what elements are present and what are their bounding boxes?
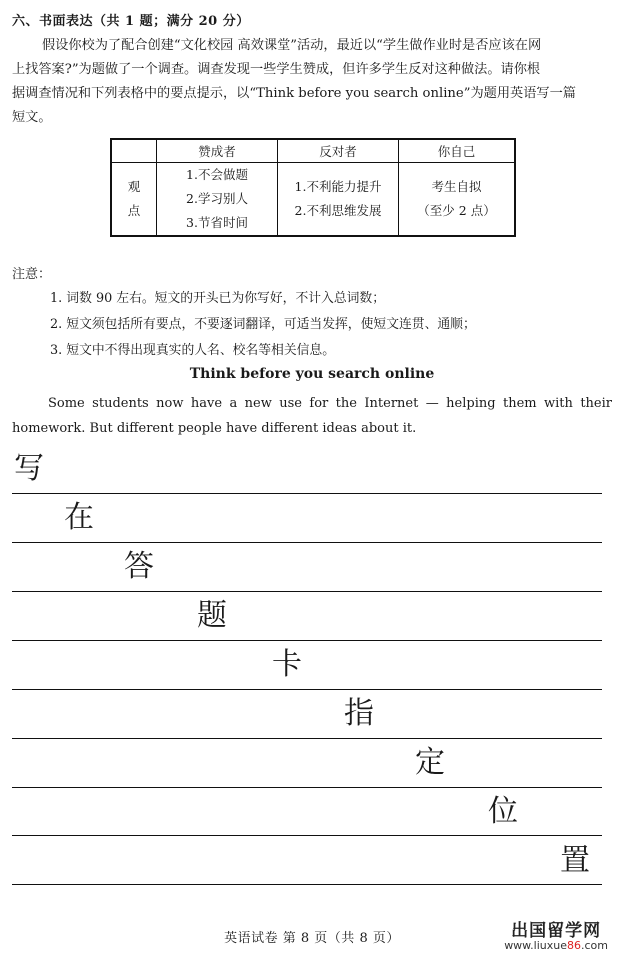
table-header-supporters: 赞成者 bbox=[157, 139, 278, 163]
essay-opening-line-1: Some students now have a new use for the Internet — helping them with their bbox=[48, 396, 612, 411]
row-label-char-1: 观 bbox=[127, 179, 141, 194]
essay-opening bbox=[12, 391, 612, 441]
note-item: 2. 短文须包括所有要点，不要逐词翻译，可适当发挥，使短文连贯、通顺； bbox=[50, 317, 476, 332]
key-points-table bbox=[110, 138, 516, 237]
answer-area-char: 置 bbox=[560, 843, 590, 878]
supporter-point: 3.节省时间 bbox=[186, 215, 248, 230]
essay-title: Think before you search online bbox=[189, 366, 435, 382]
watermark-url bbox=[504, 939, 608, 952]
answer-line bbox=[12, 640, 602, 641]
answer-area-char: 卡 bbox=[272, 647, 302, 682]
answer-line bbox=[12, 835, 602, 836]
answer-line bbox=[12, 738, 602, 739]
page-footer: 英语试卷 第 8 页（共 8 页） bbox=[224, 931, 400, 946]
yourself-point: （至少 2 点） bbox=[417, 203, 496, 218]
watermark-url-prefix: www.liuxue bbox=[504, 939, 567, 952]
note-item: 1. 词数 90 左右。短文的开头已为你写好，不计入总词数； bbox=[50, 291, 386, 306]
answer-area-char: 位 bbox=[488, 794, 518, 829]
watermark-url-suffix: .com bbox=[581, 939, 608, 952]
answer-line bbox=[12, 542, 602, 543]
watermark-title: 出国留学网 bbox=[511, 921, 602, 941]
answer-line bbox=[12, 689, 602, 690]
prompt-paragraph bbox=[12, 34, 612, 130]
supporters-cell bbox=[157, 163, 278, 237]
table-header-opponents: 反对者 bbox=[278, 139, 399, 163]
answer-area-char: 答 bbox=[124, 549, 154, 584]
essay-opening-line-2: homework. But different people have different ideas about it. bbox=[12, 421, 417, 436]
notes-list bbox=[50, 286, 476, 364]
opponent-point: 2.不利思维发展 bbox=[294, 203, 382, 218]
opponent-point: 1.不利能力提升 bbox=[294, 179, 382, 194]
answer-line bbox=[12, 493, 602, 494]
answer-line bbox=[12, 787, 602, 788]
answer-area-char: 在 bbox=[64, 500, 94, 535]
supporter-point: 1.不会做题 bbox=[186, 167, 248, 182]
note-item: 3. 短文中不得出现真实的人名、校名等相关信息。 bbox=[50, 343, 336, 358]
yourself-point: 考生自拟 bbox=[431, 179, 482, 194]
site-watermark bbox=[504, 916, 608, 952]
answer-area-char: 写 bbox=[14, 451, 44, 486]
answer-line bbox=[12, 884, 602, 885]
prompt-line-3: 据调查情况和下列表格中的要点提示，以“Think before you search online”为题用英语写一篇 bbox=[12, 86, 576, 101]
prompt-line-4: 短文。 bbox=[12, 110, 52, 125]
opponents-cell bbox=[278, 163, 399, 237]
yourself-cell bbox=[399, 163, 516, 237]
table-header-blank bbox=[111, 139, 157, 163]
answer-line bbox=[12, 591, 602, 592]
watermark-url-number: 86 bbox=[567, 939, 581, 952]
answer-area-char: 定 bbox=[415, 745, 445, 780]
notes-title: 注意： bbox=[12, 267, 52, 282]
table-row-label bbox=[111, 163, 157, 237]
answer-area-char: 题 bbox=[197, 598, 227, 633]
row-label-char-2: 点 bbox=[127, 203, 141, 218]
section-heading: 六、书面表达（共 1 题；满分 20 分） bbox=[12, 14, 250, 29]
answer-area-char: 指 bbox=[344, 696, 374, 731]
table-header-yourself: 你自己 bbox=[399, 139, 516, 163]
prompt-line-2: 上找答案?”为题做了一个调查。调查发现一些学生赞成，但许多学生反对这种做法。请你根 bbox=[12, 62, 541, 77]
supporter-point: 2.学习别人 bbox=[186, 191, 248, 206]
prompt-line-1: 假设你校为了配合创建“文化校园 高效课堂”活动，最近以“学生做作业时是否应该在网 bbox=[42, 38, 542, 53]
